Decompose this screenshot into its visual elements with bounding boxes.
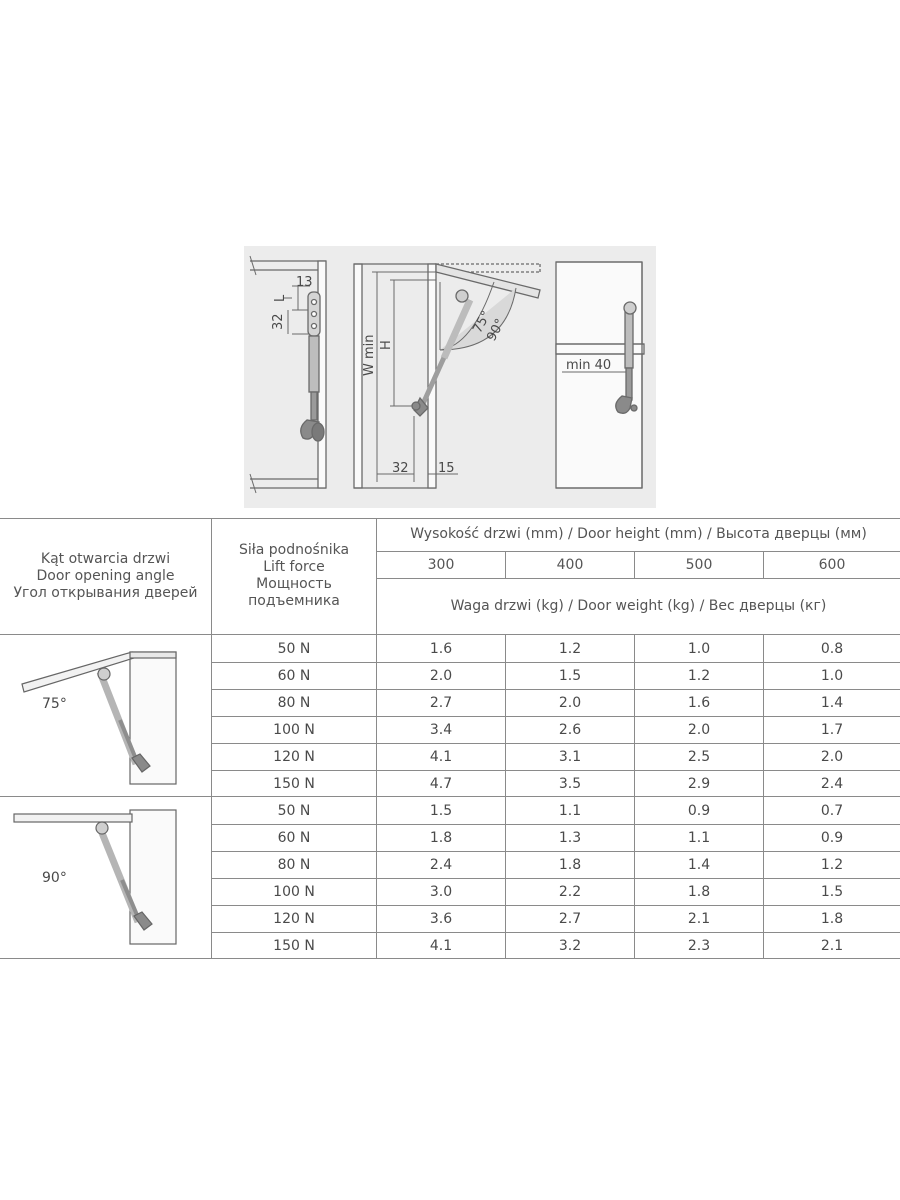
height-400: 400 [556,557,584,573]
door-weight-cell: 2.9 [687,776,711,792]
door-weight-cell: 1.2 [558,641,582,657]
mounting-diagram [244,246,656,508]
door-weight-cell: 2.4 [429,857,453,873]
door-weight-cell: 2.4 [820,776,844,792]
door-weight-cell: 4.1 [429,938,453,954]
door-weight-cell: 0.9 [687,803,711,819]
door-weight-cell: 1.8 [687,884,711,900]
door-weight-cell: 0.8 [820,641,844,657]
height-header-underline [376,551,900,552]
door-weight-cell: 1.2 [820,857,844,873]
lift-force-cell: 150 N [273,776,315,792]
door-weight-cell: 1.0 [687,641,711,657]
lift-force-cell: 80 N [277,857,311,873]
right-view [556,262,644,488]
door-weight-cell: 4.7 [429,776,453,792]
angle-90-label-table: 90° [42,870,67,886]
dim-32-label: 32 [271,313,286,330]
door-weight-cell: 1.2 [687,668,711,684]
dim-w-min-label: W min [362,334,377,376]
door-weight-cell: 1.4 [687,857,711,873]
door-weight-cell: 2.0 [687,722,711,738]
dim-32-middle-label: 32 [392,461,409,476]
door-weight-cell: 3.5 [558,776,582,792]
dim-h-label: H [379,340,394,350]
lift-force-cell: 150 N [273,938,315,954]
lift-force-cell: 60 N [277,830,311,846]
door-weight-cell: 2.7 [558,911,582,927]
door-weight-cell: 2.3 [687,938,711,954]
lift-force-cell: 60 N [277,668,311,684]
angle-header-pl: Kąt otwarcia drzwi [40,551,171,567]
middle-view [354,264,540,488]
door-weight-cell: 2.0 [558,695,582,711]
lift-force-cell: 120 N [273,749,315,765]
technical-drawing [244,246,656,508]
angle-90-label: 90° [484,316,509,344]
door-weight-cell: 4.1 [429,749,453,765]
door-weight-cell: 2.0 [429,668,453,684]
angle-75-illustration [12,646,182,788]
door-weight-cell: 1.8 [820,911,844,927]
door-weight-cell: 3.0 [429,884,453,900]
dim-13-label: 13 [296,275,313,290]
door-weight-cell: 2.7 [429,695,453,711]
force-header-en: Lift force [263,559,325,575]
door-weight-cell: 1.5 [429,803,453,819]
header-bottom-border [0,634,900,635]
angle-75-label-table: 75° [42,696,67,712]
door-weight-cell: 2.5 [687,749,711,765]
door-weight-cell: 2.1 [687,911,711,927]
force-header-ru-1: Мощность [256,576,332,592]
col-header-force [212,542,376,610]
dim-15-label: 15 [438,461,455,476]
force-header-pl: Siła podnośnika [238,542,350,558]
force-header-ru-2: подъемника [248,593,340,609]
angle-header-ru: Угол открывания дверей [13,585,198,601]
door-weight-cell: 1.7 [820,722,844,738]
angle-header-en: Door opening angle [36,568,175,584]
door-weight-cell: 3.6 [429,911,453,927]
door-weight-cell: 2.6 [558,722,582,738]
door-weight-cell: 1.6 [687,695,711,711]
spec-table [0,518,900,960]
door-weight-cell: 2.1 [820,938,844,954]
col-header-angle [0,551,211,602]
door-weight-cell: 1.5 [558,668,582,684]
door-weight-cell: 0.9 [820,830,844,846]
door-weight-cell: 1.1 [558,803,582,819]
door-weight-cell: 2.0 [820,749,844,765]
angle-90-illustration [12,804,182,946]
height-600: 600 [818,557,846,573]
door-weight-cell: 1.4 [820,695,844,711]
door-weight-cell: 1.0 [820,668,844,684]
door-height-header: Wysokość drzwi (mm) / Door height (mm) / Высота дверцы (мм) [410,526,867,542]
lift-force-cell: 80 N [277,695,311,711]
height-300: 300 [427,557,455,573]
door-weight-cell: 3.1 [558,749,582,765]
door-weight-cell: 1.1 [687,830,711,846]
height-500: 500 [685,557,713,573]
door-weight-header: Waga drzwi (kg) / Door weight (kg) / Вес дверцы (кг) [450,598,827,614]
door-weight-cell: 1.8 [429,830,453,846]
dim-min40-label: min 40 [566,358,612,373]
dim-l-label: L [273,294,288,302]
table-top-border [0,518,900,519]
door-weight-cell: 1.5 [820,884,844,900]
door-weight-cell: 3.4 [429,722,453,738]
door-weight-cell: 3.2 [558,938,582,954]
door-weight-cell: 1.3 [558,830,582,846]
lift-force-cell: 50 N [277,803,311,819]
left-view [250,256,326,493]
angle-75-label: 75° [470,308,495,336]
lift-force-cell: 50 N [277,641,311,657]
door-weight-cell: 1.8 [558,857,582,873]
door-weight-cell: 1.6 [429,641,453,657]
door-weight-cell: 2.2 [558,884,582,900]
heights-underline [376,578,900,579]
lift-force-cell: 120 N [273,911,315,927]
lift-force-cell: 100 N [273,884,315,900]
lift-force-cell: 100 N [273,722,315,738]
door-weight-cell: 0.7 [820,803,844,819]
